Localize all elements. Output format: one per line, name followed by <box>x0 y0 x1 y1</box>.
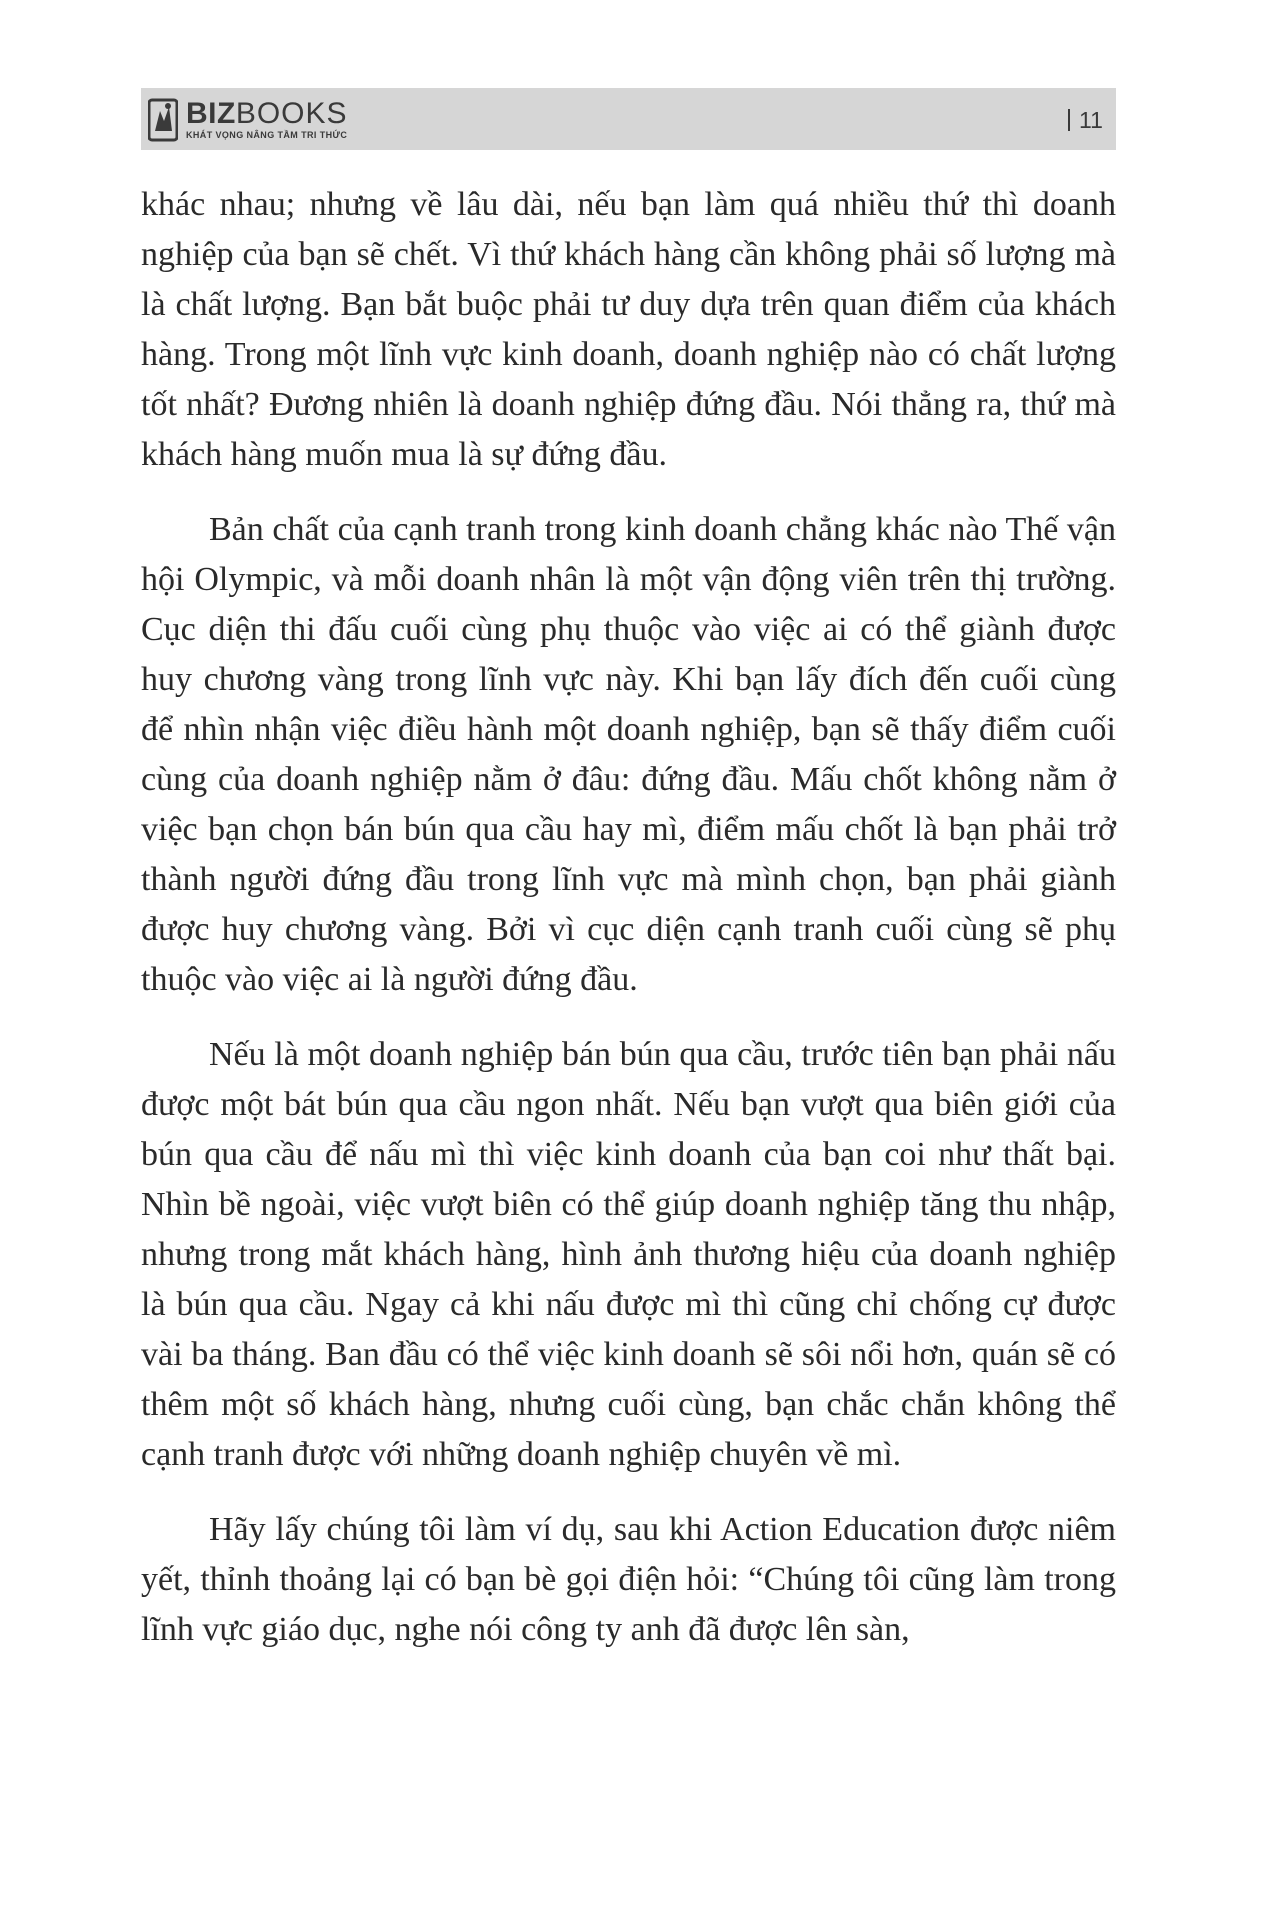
paragraph-1: khác nhau; nhưng về lâu dài, nếu bạn làm quá nhiều thứ thì doanh nghiệp của bạn sẽ chết. Vì thứ khách hàng cần không phải số lượng mà là chất lượng. Bạn bắt buộc phải tư duy dựa trên quan điểm của khách hàng. Trong một lĩnh vực kinh doanh, doanh nghiệp nào có chất lượng tốt nhất? Đương nhiên là doanh nghiệp đứng đầu. Nói thẳng ra, thứ mà khách hàng muốn mua là sự đứng đầu. <box>141 186 1116 473</box>
page-number-value: 11 <box>1079 107 1103 133</box>
logo-tagline: KHÁT VỌNG NÂNG TẦM TRI THỨC <box>186 130 348 140</box>
logo-wordmark <box>186 99 348 129</box>
body-text <box>141 180 1116 1680</box>
page-number <box>1068 107 1103 134</box>
paragraph-3: Nếu là một doanh nghiệp bán bún qua cầu, trước tiên bạn phải nấu được một bát bún qua cầu ngon nhất. Nếu bạn vượt qua biên giới của bún qua cầu để nấu mì thì việc kinh doanh của bạn coi như thất bại. Nhìn bề ngoài, việc vượt biên có thể giúp doanh nghiệp tăng thu nhập, nhưng trong mắt khách hàng, hình ảnh thương hiệu của doanh nghiệp là bún qua cầu. Ngay cả khi nấu được mì thì cũng chỉ chống cự được vài ba tháng. Ban đầu có thể việc kinh doanh sẽ sôi nổi hơn, quán sẽ có thêm một số khách hàng, nhưng cuối cùng, bạn chắc chắn không thể cạnh tranh được với những doanh nghiệp chuyên về mì. <box>141 1036 1116 1473</box>
paragraph-2: Bản chất của cạnh tranh trong kinh doanh chẳng khác nào Thế vận hội Olympic, và mỗi doanh nhân là một vận động viên trên thị trường. Cục diện thi đấu cuối cùng phụ thuộc vào việc ai có thể giành được huy chương vàng trong lĩnh vực này. Khi bạn lấy đích đến cuối cùng để nhìn nhận việc điều hành một doanh nghiệp, bạn sẽ thấy điểm cuối cùng của doanh nghiệp nằm ở đâu: đứng đầu. Mấu chốt không nằm ở việc bạn chọn bán bún qua cầu hay mì, điểm mấu chốt là bạn phải trở thành người đứng đầu trong lĩnh vực mà mình chọn, bạn phải giành được huy chương vàng. Bởi vì cục diện cạnh tranh cuối cùng sẽ phụ thuộc vào việc ai là người đứng đầu. <box>141 511 1116 998</box>
page-number-divider <box>1068 109 1070 131</box>
publisher-logo <box>148 94 348 146</box>
paragraph-4: Hãy lấy chúng tôi làm ví dụ, sau khi Action Education được niêm yết, thỉnh thoảng lại có bạn bè gọi điện hỏi: “Chúng tôi cũng làm trong lĩnh vực giáo dục, nghe nói công ty anh đã được lên sàn, <box>141 1511 1116 1648</box>
logo-wordmark-rest: BOOKS <box>235 97 348 130</box>
logo-wordmark-bold: BIZ <box>186 97 236 130</box>
logo-emblem-icon <box>148 97 178 143</box>
